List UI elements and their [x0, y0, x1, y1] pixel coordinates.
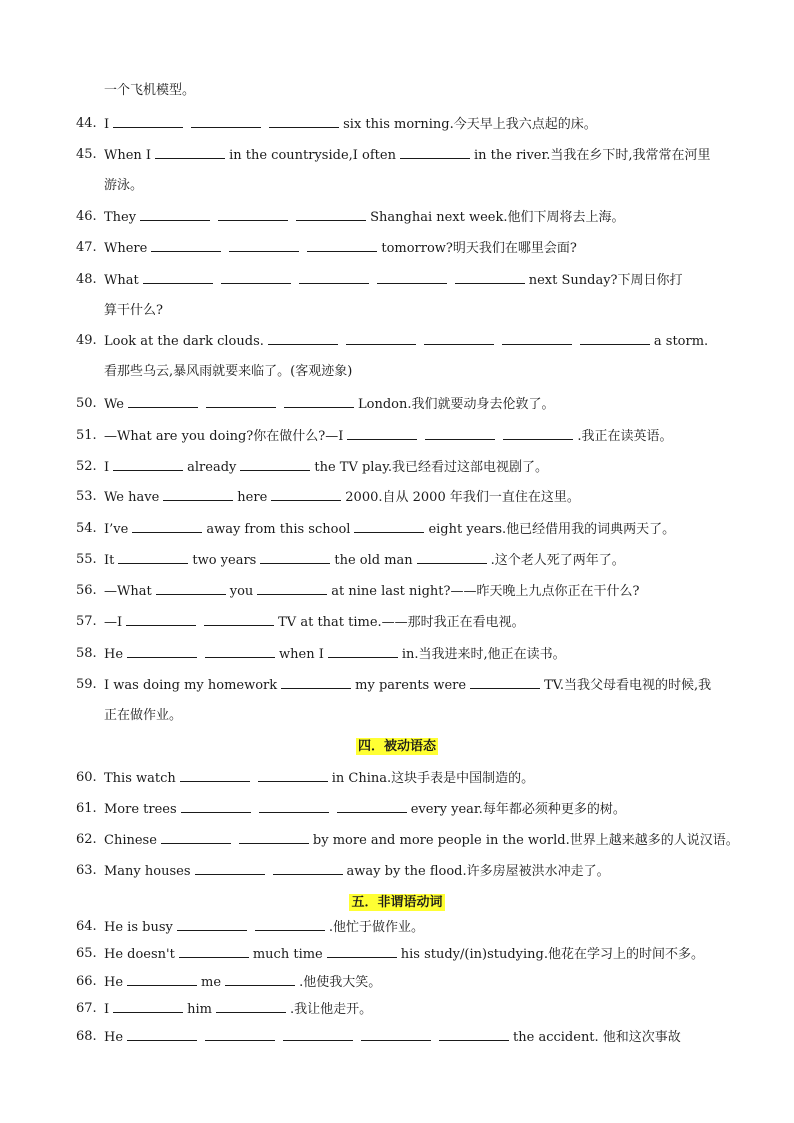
answer-blank[interactable]: [281, 676, 351, 689]
item-number: 68.: [76, 1029, 97, 1044]
item-text: the TV play.我已经看过这部电视剧了。: [314, 460, 548, 475]
item-text: I’ve: [104, 522, 129, 537]
section-heading-nonfinite: [0, 894, 794, 912]
answer-blank[interactable]: [239, 831, 309, 844]
answer-blank[interactable]: [307, 239, 377, 252]
item-text: Chinese: [104, 833, 157, 848]
item-text: me: [201, 975, 222, 990]
item-text: Many houses: [104, 864, 191, 879]
item-text: the accident. 他和这次事故: [513, 1030, 681, 1045]
item-content: [104, 945, 704, 964]
item-content: [104, 551, 625, 570]
item-content: [104, 115, 597, 134]
item-text: —What are you doing?你在做什么?—I: [104, 429, 344, 444]
answer-blank[interactable]: [113, 1000, 183, 1013]
answer-blank[interactable]: [417, 551, 487, 564]
item-text: in the countryside,I often: [229, 148, 396, 163]
answer-blank[interactable]: [113, 115, 183, 128]
item-text: What: [104, 273, 139, 288]
item-continuation: 看那些乌云,暴风雨就要来临了。(客观迹象): [104, 364, 353, 379]
item-number: 50.: [76, 396, 97, 411]
answer-blank[interactable]: [191, 115, 261, 128]
answer-blank[interactable]: [296, 208, 366, 221]
item-content: [104, 520, 675, 539]
item-content: [104, 239, 577, 258]
answer-blank[interactable]: [205, 645, 275, 658]
item-content: [104, 208, 625, 227]
item-content: [104, 395, 555, 414]
item-text: —What: [104, 584, 152, 599]
item-number: 58.: [76, 646, 97, 661]
item-text: a storm.: [653, 334, 709, 349]
answer-blank[interactable]: [425, 427, 495, 440]
answer-blank[interactable]: [205, 1028, 275, 1041]
answer-blank[interactable]: [337, 800, 407, 813]
answer-blank[interactable]: [225, 973, 295, 986]
item-text: —I: [104, 615, 123, 630]
item-text: when I: [279, 647, 324, 662]
item-text: They: [104, 210, 137, 225]
item-content: [104, 271, 683, 290]
answer-blank[interactable]: [283, 1028, 353, 1041]
item-text: .我正在读英语。: [577, 429, 673, 444]
item-continuation: 正在做作业。: [104, 708, 183, 723]
answer-blank[interactable]: [132, 520, 202, 533]
item-content: [104, 1028, 681, 1047]
item-content: [104, 458, 548, 477]
item-number: 66.: [76, 974, 97, 989]
item-text: .我让他走开。: [290, 1002, 373, 1017]
item-content: [104, 918, 424, 937]
item-text: Shanghai next week.他们下周将去上海。: [370, 210, 625, 225]
answer-blank[interactable]: [327, 945, 397, 958]
item-number: 59.: [76, 677, 97, 692]
answer-blank[interactable]: [127, 973, 197, 986]
item-text: TV at that time.——那时我正在看电视。: [278, 615, 525, 630]
item-number: 55.: [76, 552, 97, 567]
answer-blank[interactable]: [257, 582, 327, 595]
item-text: I: [104, 460, 110, 475]
item-content: [104, 488, 580, 507]
item-text: in the river.当我在乡下时,我常常在河里: [473, 148, 711, 163]
item-text: 2000.自从 2000 年我们一直住在这里。: [345, 490, 580, 505]
answer-blank[interactable]: [118, 551, 188, 564]
item-text: Where: [104, 241, 148, 256]
answer-blank[interactable]: [163, 488, 233, 501]
item-text: He: [104, 975, 124, 990]
item-text: the old man: [334, 553, 413, 568]
item-text: already: [187, 460, 237, 475]
item-text: We: [104, 397, 124, 412]
item-content: [104, 769, 534, 788]
item-text: .他使我大笑。: [299, 975, 382, 990]
answer-blank[interactable]: [502, 332, 572, 345]
answer-blank[interactable]: [284, 395, 354, 408]
answer-blank[interactable]: [354, 520, 424, 533]
answer-blank[interactable]: [206, 395, 276, 408]
answer-blank[interactable]: [221, 271, 291, 284]
item-number: 64.: [76, 919, 97, 934]
item-text: We have: [104, 490, 160, 505]
answer-blank[interactable]: [269, 115, 339, 128]
item-number: 54.: [76, 521, 97, 536]
answer-blank[interactable]: [259, 800, 329, 813]
item-text: He: [104, 647, 124, 662]
item-number: 49.: [76, 333, 97, 348]
section-heading-label: 五．非谓语动词: [351, 895, 443, 910]
answer-blank[interactable]: [127, 645, 197, 658]
answer-blank[interactable]: [255, 918, 325, 931]
answer-blank[interactable]: [155, 146, 225, 159]
item-text: I was doing my homework: [104, 678, 278, 693]
item-text: away by the flood.许多房屋被洪水冲走了。: [346, 864, 610, 879]
answer-blank[interactable]: [361, 1028, 431, 1041]
item-content: [104, 676, 711, 695]
item-text: I: [104, 1002, 110, 1017]
item-text: every year.每年都必须种更多的树。: [410, 802, 626, 817]
answer-blank[interactable]: [140, 208, 210, 221]
item-number: 60.: [76, 770, 97, 785]
item-content: [104, 1000, 372, 1019]
item-text: here: [237, 490, 268, 505]
item-content: [104, 862, 610, 881]
answer-blank[interactable]: [346, 332, 416, 345]
item-text: He is busy: [104, 920, 173, 935]
item-content: [104, 800, 626, 819]
answer-blank[interactable]: [128, 395, 198, 408]
item-number: 65.: [76, 946, 97, 961]
item-text: When I: [104, 148, 152, 163]
answer-blank[interactable]: [424, 332, 494, 345]
item-text: six this morning.今天早上我六点起的床。: [343, 117, 597, 132]
answer-blank[interactable]: [218, 208, 288, 221]
item-text: in.当我进来时,他正在读书。: [401, 647, 566, 662]
item-text: him: [187, 1002, 212, 1017]
item-text: you: [229, 584, 254, 599]
item-number: 48.: [76, 272, 97, 287]
answer-blank[interactable]: [268, 332, 338, 345]
item-number: 52.: [76, 459, 97, 474]
continuation-text: 一个飞机模型。: [104, 83, 196, 98]
item-text: I: [104, 117, 110, 132]
answer-blank[interactable]: [503, 427, 573, 440]
answer-blank[interactable]: [216, 1000, 286, 1013]
answer-blank[interactable]: [127, 1028, 197, 1041]
item-number: 44.: [76, 116, 97, 131]
item-text: Look at the dark clouds.: [104, 334, 264, 349]
answer-blank[interactable]: [273, 862, 343, 875]
item-text: .这个老人死了两年了。: [490, 553, 625, 568]
item-content: [104, 973, 381, 992]
answer-blank[interactable]: [439, 1028, 509, 1041]
item-text: This watch: [104, 771, 176, 786]
item-number: 63.: [76, 863, 97, 878]
answer-blank[interactable]: [400, 146, 470, 159]
item-text: .他忙于做作业。: [328, 920, 424, 935]
item-number: 57.: [76, 614, 97, 629]
item-text: He: [104, 1030, 124, 1045]
item-number: 51.: [76, 428, 97, 443]
item-text: away from this school: [206, 522, 351, 537]
item-content: [104, 146, 711, 165]
answer-blank[interactable]: [156, 582, 226, 595]
item-text: my parents were: [355, 678, 467, 693]
answer-blank[interactable]: [143, 271, 213, 284]
item-text: TV.当我父母看电视的时候,我: [544, 678, 712, 693]
item-text: It: [104, 553, 115, 568]
item-text: his study/(in)studying.他花在学习上的时间不多。: [400, 947, 704, 962]
answer-blank[interactable]: [240, 458, 310, 471]
item-number: 67.: [76, 1001, 97, 1016]
answer-blank[interactable]: [113, 458, 183, 471]
item-text: London.我们就要动身去伦敦了。: [358, 397, 555, 412]
item-text: He doesn't: [104, 947, 175, 962]
item-text: in China.这块手表是中国制造的。: [331, 771, 535, 786]
item-text: More trees: [104, 802, 177, 817]
item-content: [104, 613, 525, 632]
answer-blank[interactable]: [126, 613, 196, 626]
answer-blank[interactable]: [195, 862, 265, 875]
answer-blank[interactable]: [271, 488, 341, 501]
item-number: 46.: [76, 209, 97, 224]
section-heading-label: 四．被动语态: [357, 739, 436, 754]
item-text: two years: [192, 553, 257, 568]
answer-blank[interactable]: [177, 918, 247, 931]
item-content: [104, 645, 566, 664]
item-content: [104, 332, 708, 351]
item-text: at nine last night?——昨天晚上九点你正在干什么?: [331, 584, 640, 599]
item-number: 45.: [76, 147, 97, 162]
item-text: eight years.他已经借用我的词典两天了。: [428, 522, 676, 537]
item-text: much time: [252, 947, 323, 962]
answer-blank[interactable]: [580, 332, 650, 345]
answer-blank[interactable]: [258, 769, 328, 782]
item-continuation: 算干什么?: [104, 303, 163, 318]
answer-blank[interactable]: [181, 800, 251, 813]
item-number: 61.: [76, 801, 97, 816]
answer-blank[interactable]: [161, 831, 231, 844]
answer-blank[interactable]: [377, 271, 447, 284]
item-text: tomorrow?明天我们在哪里会面?: [381, 241, 577, 256]
item-number: 53.: [76, 489, 97, 504]
answer-blank[interactable]: [328, 645, 398, 658]
item-number: 47.: [76, 240, 97, 255]
item-text: by more and more people in the world.世界上越来越多的人说汉语。: [312, 833, 739, 848]
item-number: 56.: [76, 583, 97, 598]
answer-blank[interactable]: [260, 551, 330, 564]
answer-blank[interactable]: [455, 271, 525, 284]
answer-blank[interactable]: [347, 427, 417, 440]
item-content: [104, 831, 739, 850]
item-content: [104, 582, 639, 601]
answer-blank[interactable]: [151, 239, 221, 252]
answer-blank[interactable]: [180, 769, 250, 782]
item-continuation: 游泳。: [104, 178, 144, 193]
answer-blank[interactable]: [470, 676, 540, 689]
section-heading-passive: [0, 738, 794, 756]
answer-blank[interactable]: [204, 613, 274, 626]
item-number: 62.: [76, 832, 97, 847]
answer-blank[interactable]: [229, 239, 299, 252]
answer-blank[interactable]: [299, 271, 369, 284]
item-content: [104, 427, 673, 446]
item-text: next Sunday?下周日你打: [528, 273, 683, 288]
answer-blank[interactable]: [179, 945, 249, 958]
